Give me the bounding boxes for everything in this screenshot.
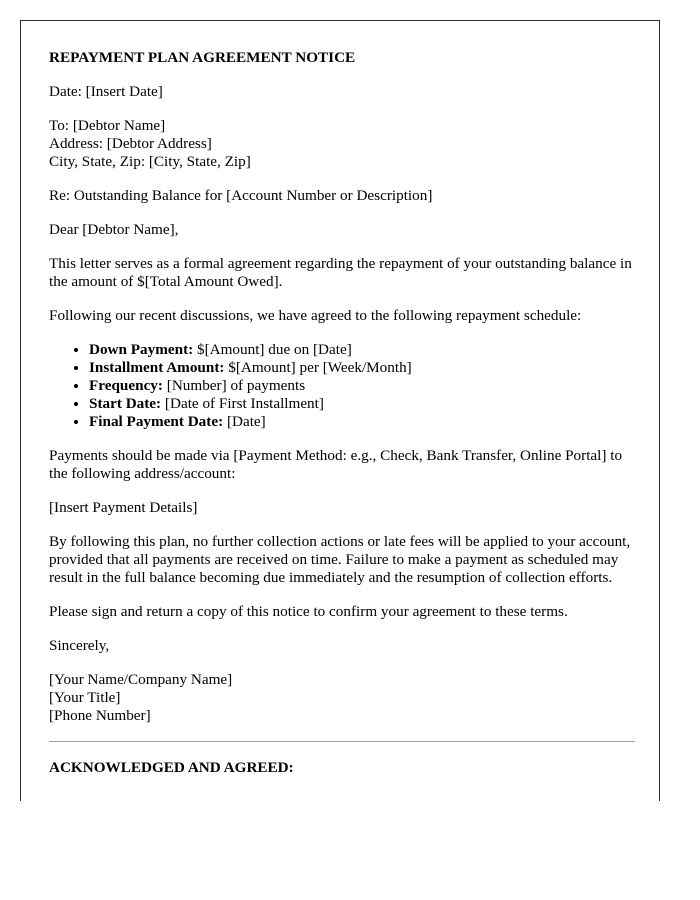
payment-method-paragraph: Payments should be made via [Payment Method: e.g., Check, Bank Transfer, Online Portal] to the following address/account: bbox=[49, 447, 623, 482]
sender-name: [Your Name/Company Name] bbox=[49, 671, 233, 688]
schedule-item-value: [Date] bbox=[223, 413, 266, 430]
recipient-address: Address: [Debtor Address] bbox=[49, 135, 212, 152]
salutation: Dear [Debtor Name], bbox=[49, 221, 179, 238]
recipient-address-block bbox=[49, 117, 635, 171]
schedule-item-down-payment bbox=[89, 341, 635, 359]
schedule-item-installment-amount bbox=[89, 359, 635, 377]
schedule-item-label: Down Payment: bbox=[89, 341, 194, 358]
terms-paragraph: By following this plan, no further collection actions or late fees will be applied to your account, provided that all payments are received on time. Failure to make a payment as scheduled may result in the full balance becoming due immediately and the resumption of collection efforts. bbox=[49, 533, 631, 586]
recipient-name: To: [Debtor Name] bbox=[49, 117, 166, 134]
recipient-city-state-zip: City, State, Zip: [City, State, Zip] bbox=[49, 153, 251, 170]
schedule-item-label: Frequency: bbox=[89, 377, 163, 394]
repayment-schedule-list bbox=[49, 341, 635, 431]
intro-paragraph: This letter serves as a formal agreement regarding the repayment of your outstanding balance in the amount of $[Total Amount Owed]. bbox=[49, 255, 632, 290]
schedule-item-value: $[Amount] per [Week/Month] bbox=[224, 359, 412, 376]
sign-request-paragraph: Please sign and return a copy of this notice to confirm your agreement to these terms. bbox=[49, 603, 568, 620]
closing-line: Sincerely, bbox=[49, 637, 110, 654]
acknowledgement-heading: ACKNOWLEDGED AND AGREED: bbox=[49, 759, 294, 776]
letter-page bbox=[20, 20, 660, 801]
sender-title: [Your Title] bbox=[49, 689, 121, 706]
schedule-item-final-payment-date bbox=[89, 413, 635, 431]
schedule-item-frequency bbox=[89, 377, 635, 395]
schedule-item-start-date bbox=[89, 395, 635, 413]
schedule-item-value: [Number] of payments bbox=[162, 377, 306, 394]
schedule-intro: Following our recent discussions, we have agreed to the following repayment schedule: bbox=[49, 307, 582, 324]
payment-details: [Insert Payment Details] bbox=[49, 499, 198, 516]
schedule-item-label: Installment Amount: bbox=[89, 359, 225, 376]
schedule-item-value: [Date of First Installment] bbox=[161, 395, 324, 412]
subject-line: Re: Outstanding Balance for [Account Number or Description] bbox=[49, 187, 433, 204]
sender-phone: [Phone Number] bbox=[49, 707, 151, 724]
letter-content bbox=[49, 49, 635, 777]
notice-title: REPAYMENT PLAN AGREEMENT NOTICE bbox=[49, 49, 356, 66]
section-divider bbox=[49, 741, 635, 742]
schedule-item-label: Start Date: bbox=[89, 395, 162, 412]
signature-block bbox=[49, 671, 635, 725]
schedule-item-label: Final Payment Date: bbox=[89, 413, 224, 430]
date-line: Date: [Insert Date] bbox=[49, 83, 163, 100]
schedule-item-value: $[Amount] due on [Date] bbox=[193, 341, 352, 358]
